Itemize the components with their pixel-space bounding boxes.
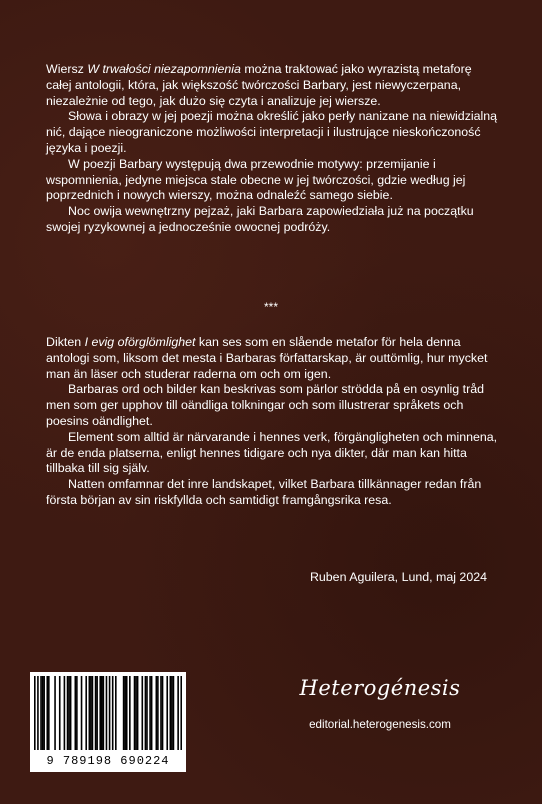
barcode-bar	[40, 676, 42, 750]
barcode-bar	[160, 676, 162, 750]
barcode-bar	[134, 676, 136, 750]
barcode-bar	[123, 676, 125, 750]
barcode-bars	[34, 676, 182, 752]
barcode-bar	[124, 676, 126, 750]
barcode-bar	[156, 676, 158, 750]
barcode-bar	[106, 676, 108, 750]
barcode-bar	[180, 676, 182, 750]
barcode-bar	[151, 676, 153, 750]
barcode-bar	[129, 676, 131, 750]
barcode-bar	[157, 676, 159, 750]
barcode-bar	[115, 676, 117, 750]
barcode-bar	[137, 676, 139, 750]
barcode-bar	[92, 676, 94, 750]
barcode-bar	[54, 676, 56, 750]
polish-paragraph-3: W poezji Barbary występują dwa przewodnie motywy: przemijanie i wspomnienia, jedyne miejsca stale obecne w jej twórczości, gdzie według jej poprzednich i nowych wierszy, można odnaleźć samego siebie.	[46, 156, 466, 203]
barcode-bar	[43, 676, 45, 750]
publisher-logo: Heterogénesis	[299, 676, 461, 700]
barcode-bar	[171, 676, 173, 750]
barcode-bar	[64, 676, 66, 750]
barcode-bar	[68, 676, 70, 750]
barcode-bar	[85, 676, 87, 750]
barcode-bar	[135, 676, 137, 750]
barcode-bar	[166, 676, 168, 750]
polish-paragraph-4: Noc owija wewnętrzny pejzaż, jaki Barbara zapowiedziała już na początku swojej ryzykownej a jednocześnie owocnej podróży.	[46, 204, 474, 234]
barcode-number: 9 789198 690224	[46, 754, 170, 768]
barcode-bar	[59, 676, 61, 750]
barcode-bar	[90, 676, 92, 750]
barcode-bar	[173, 676, 175, 750]
polish-text	[46, 62, 498, 236]
barcode-bar	[95, 676, 97, 750]
barcode-bar	[170, 676, 172, 750]
barcode-bar	[177, 676, 179, 750]
section-separator: ***	[263, 300, 278, 314]
swedish-paragraph-4: Natten omfamnar det inre landskapet, vilket Barbara tillkännager redan från första början av sin riskfyllda och samtidigt framgångsrika resa.	[46, 477, 482, 507]
barcode-bar	[99, 676, 101, 750]
swedish-paragraph-3: Element som alltid är närvarande i hennes verk, förgängligheten och minnena, är de enda platserna, enligt hennes tidigare och nya dikter, där man kan hitta tillbaka till sig själv.	[46, 429, 498, 476]
polish-paragraph-1: Wiersz W trwałości niezapomnienia można traktować jako wyrazistą metaforę całej antologii, która, jak większość twórczości Barbary, jest niewyczerpana, niezależnie od tego, jak dużo się czyta i analizuje jej wiersze.	[46, 62, 472, 108]
swedish-text	[46, 335, 498, 509]
barcode-bar	[162, 676, 164, 750]
barcode-bar	[48, 676, 50, 750]
barcode-bar	[126, 676, 128, 750]
barcode-bar	[149, 676, 151, 750]
swedish-paragraph-2: Barbaras ord och bilder kan beskrivas som pärlor strödda på en osynlig tråd men som ger upphov till oändliga tolkningar och som illustrerar språkets och poesins oändlighet.	[46, 382, 484, 428]
barcode-bar	[76, 676, 78, 750]
barcode-bar	[67, 676, 69, 750]
barcode-bar	[70, 676, 72, 750]
signature: Ruben Aguilera, Lund, maj 2024	[309, 570, 487, 584]
polish-poem-title: W trwałości niezapomnienia	[87, 62, 241, 76]
barcode-bar	[145, 676, 147, 750]
swedish-poem-title: I evig oförglömlighet	[84, 335, 196, 349]
barcode	[30, 672, 186, 772]
barcode-bar	[46, 676, 48, 750]
barcode-bar	[96, 676, 98, 750]
barcode-bar	[101, 676, 103, 750]
barcode-bar	[37, 676, 39, 750]
barcode-bar	[109, 676, 111, 750]
barcode-bar	[112, 676, 114, 750]
swedish-paragraph-1: Dikten I evig oförglömlighet kan ses som en slående metafor för hela denna antologi som, liksom det mesta i Barbaras författarskap, är outtömlig, hur mycket man än läser och studerar raderna om och om igen.	[46, 335, 488, 381]
polish-paragraph-2: Słowa i obrazy w jej poezji można określić jako perły nanizane na niewidzialną nić, dające nieograniczone możliwości interpretacji i ilustrujące nieskończoność języka i poezji.	[46, 109, 498, 155]
barcode-bar	[75, 676, 77, 750]
barcode-bar	[103, 676, 105, 750]
barcode-bar	[146, 676, 148, 750]
barcode-bar	[141, 676, 143, 750]
barcode-bar	[81, 676, 83, 750]
barcode-bar	[89, 676, 91, 750]
barcode-bar	[34, 676, 36, 750]
publisher-website: editorial.heterogenesis.com	[309, 718, 451, 731]
barcode-bar	[42, 676, 44, 750]
